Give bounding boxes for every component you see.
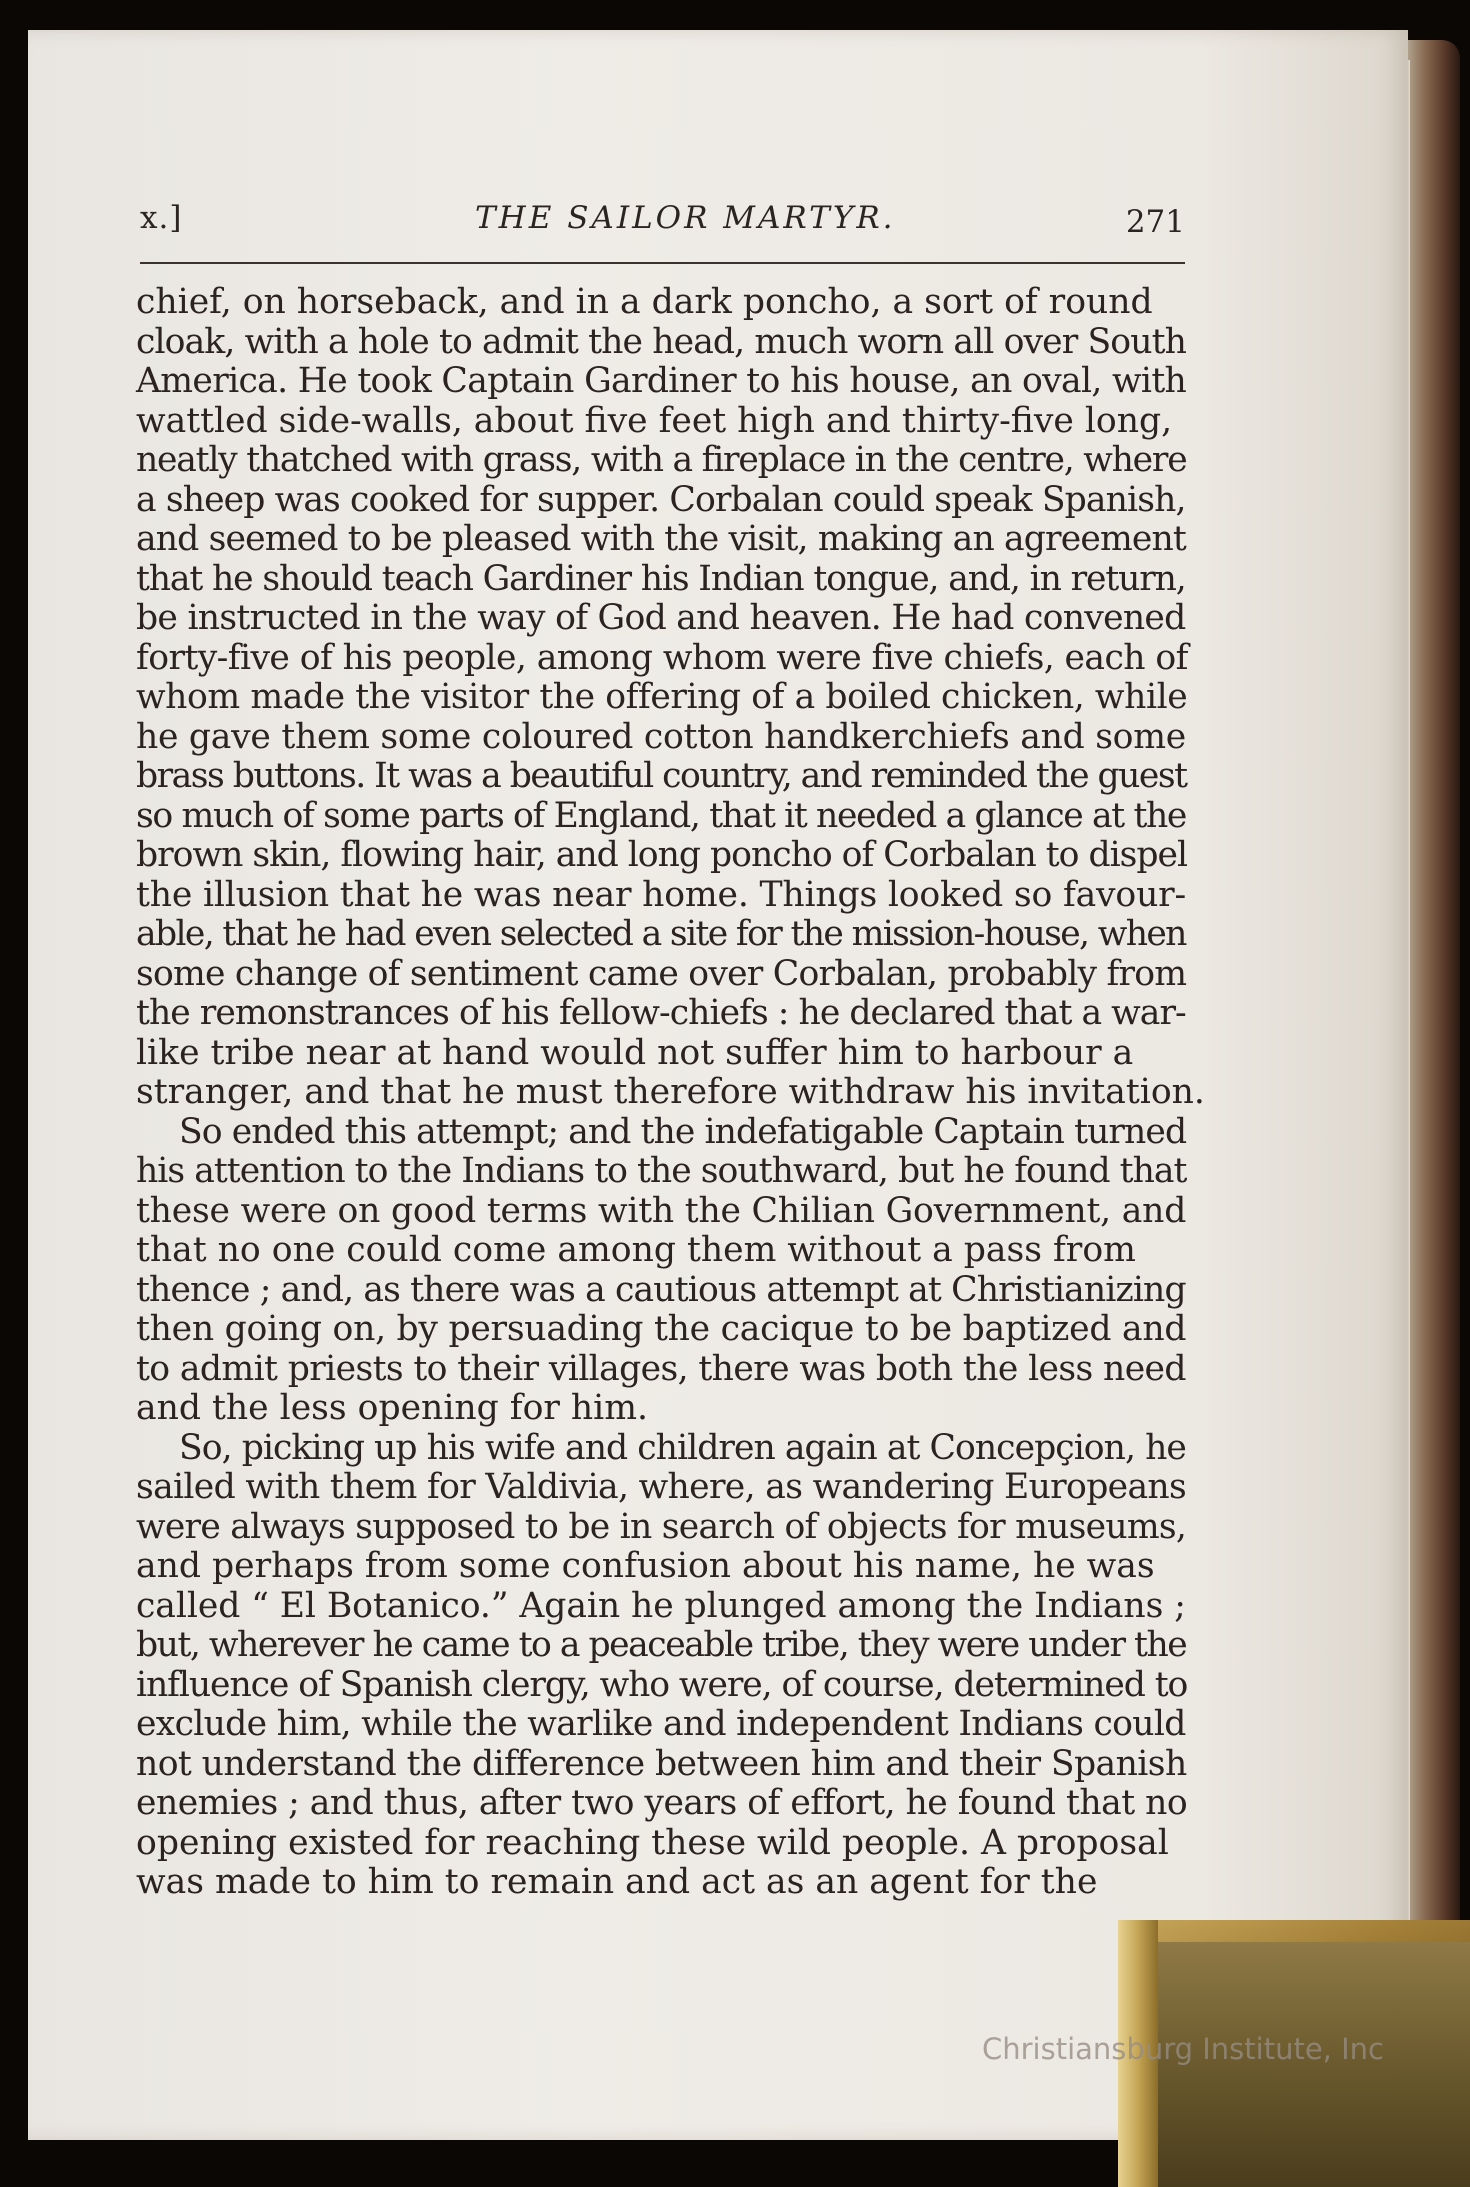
text-line: neatly thatched with grass, with a fireplace in the centre, where [136,440,1187,480]
text-line: brass buttons. It was a beautiful country, and reminded the guest [136,756,1187,796]
text-line: enemies ; and thus, after two years of effort, he found that no [136,1783,1188,1823]
text-line: stranger, and that he must therefore withdraw his invitation. [136,1072,1205,1112]
text-line: influence of Spanish clergy, who were, of course, determined to [136,1664,1188,1705]
text-line: sailed with them for Valdivia, where, as wandering Europeans [136,1467,1187,1507]
text-line: thence ; and, as there was a cautious attempt at Christianizing [136,1269,1186,1310]
watermark: Christiansburg Institute, Inc [982,2032,1384,2066]
text-line: the illusion that he was near home. Things looked so favour- [136,874,1187,915]
text-line: was made to him to remain and act as an agent for the [136,1862,1098,1902]
running-title: THE SAILOR MARTYR. [475,200,896,236]
text-line: brown skin, flowing hair, and long poncho of Corbalan to dispel [136,835,1188,875]
text-line: America. He took Captain Gardiner to his house, an oval, with [136,361,1187,401]
text-line: he gave them some coloured cotton handkerchiefs and some [136,716,1186,757]
text-line: wattled side-walls, about five feet high and thirty-five long, [136,400,1173,441]
text-line: to admit priests to their villages, there was both the less need [136,1348,1186,1389]
text-line: cloak, with a hole to admit the head, much worn all over South [136,321,1186,362]
text-line: forty-five of his people, among whom were five chiefs, each of [136,637,1188,678]
page-number: 271 [1125,204,1185,240]
text-line: whom made the visitor the offering of a boiled chicken, while [136,677,1188,717]
text-line: were always supposed to be in search of objects for museums, [136,1506,1187,1547]
text-line: and perhaps from some confusion about his name, he was [136,1546,1155,1586]
text-line: the remonstrances of his fellow-chiefs : he declared that a war- [136,993,1186,1033]
text-line: be instructed in the way of God and heaven. He had convened [136,598,1186,638]
text-line: chief, on horseback, and in a dark poncho, a sort of round [136,282,1153,322]
text-line: like tribe near at hand would not suffer him to harbour a [136,1032,1134,1073]
text-line: and the less opening for him. [136,1388,649,1428]
text-line: some change of sentiment came over Corbalan, probably from [136,953,1187,994]
body-text [136,282,1205,1903]
text-line: so much of some parts of England, that it needed a glance at the [136,795,1187,836]
text-line: opening existed for reaching these wild people. A proposal [136,1822,1169,1863]
text-line: called “ El Botanico.” Again he plunged among the Indians ; [136,1585,1186,1626]
text-line: So ended this attempt; and the indefatigable Captain turned [179,1111,1187,1152]
text-line: able, that he had even selected a site for the mission-house, when [136,914,1186,954]
text-line: then going on, by persuading the cacique to be baptized and [136,1309,1187,1349]
text-line: but, wherever he came to a peaceable tribe, they were under the [136,1625,1187,1665]
text-line: these were on good terms with the Chilian Government, and [136,1190,1187,1231]
text-line: not understand the difference between him and their Spanish [136,1743,1187,1784]
text-line: that no one could come among them without a pass from [136,1230,1136,1270]
text-line: that he should teach Gardiner his Indian tongue, and, in return, [136,558,1186,599]
running-header [140,200,1185,240]
header-rule [140,262,1185,264]
text-line: exclude him, while the warlike and independent Indians could [136,1704,1186,1744]
text-line: and seemed to be pleased with the visit, making an agreement [136,519,1186,559]
chapter-marker: x.] [140,200,183,236]
text-line: So, picking up his wife and children again at Concepçion, he [179,1427,1186,1468]
text-line: his attention to the Indians to the southward, but he found that [136,1151,1187,1191]
text-line: a sheep was cooked for supper. Corbalan could speak Spanish, [136,479,1186,520]
